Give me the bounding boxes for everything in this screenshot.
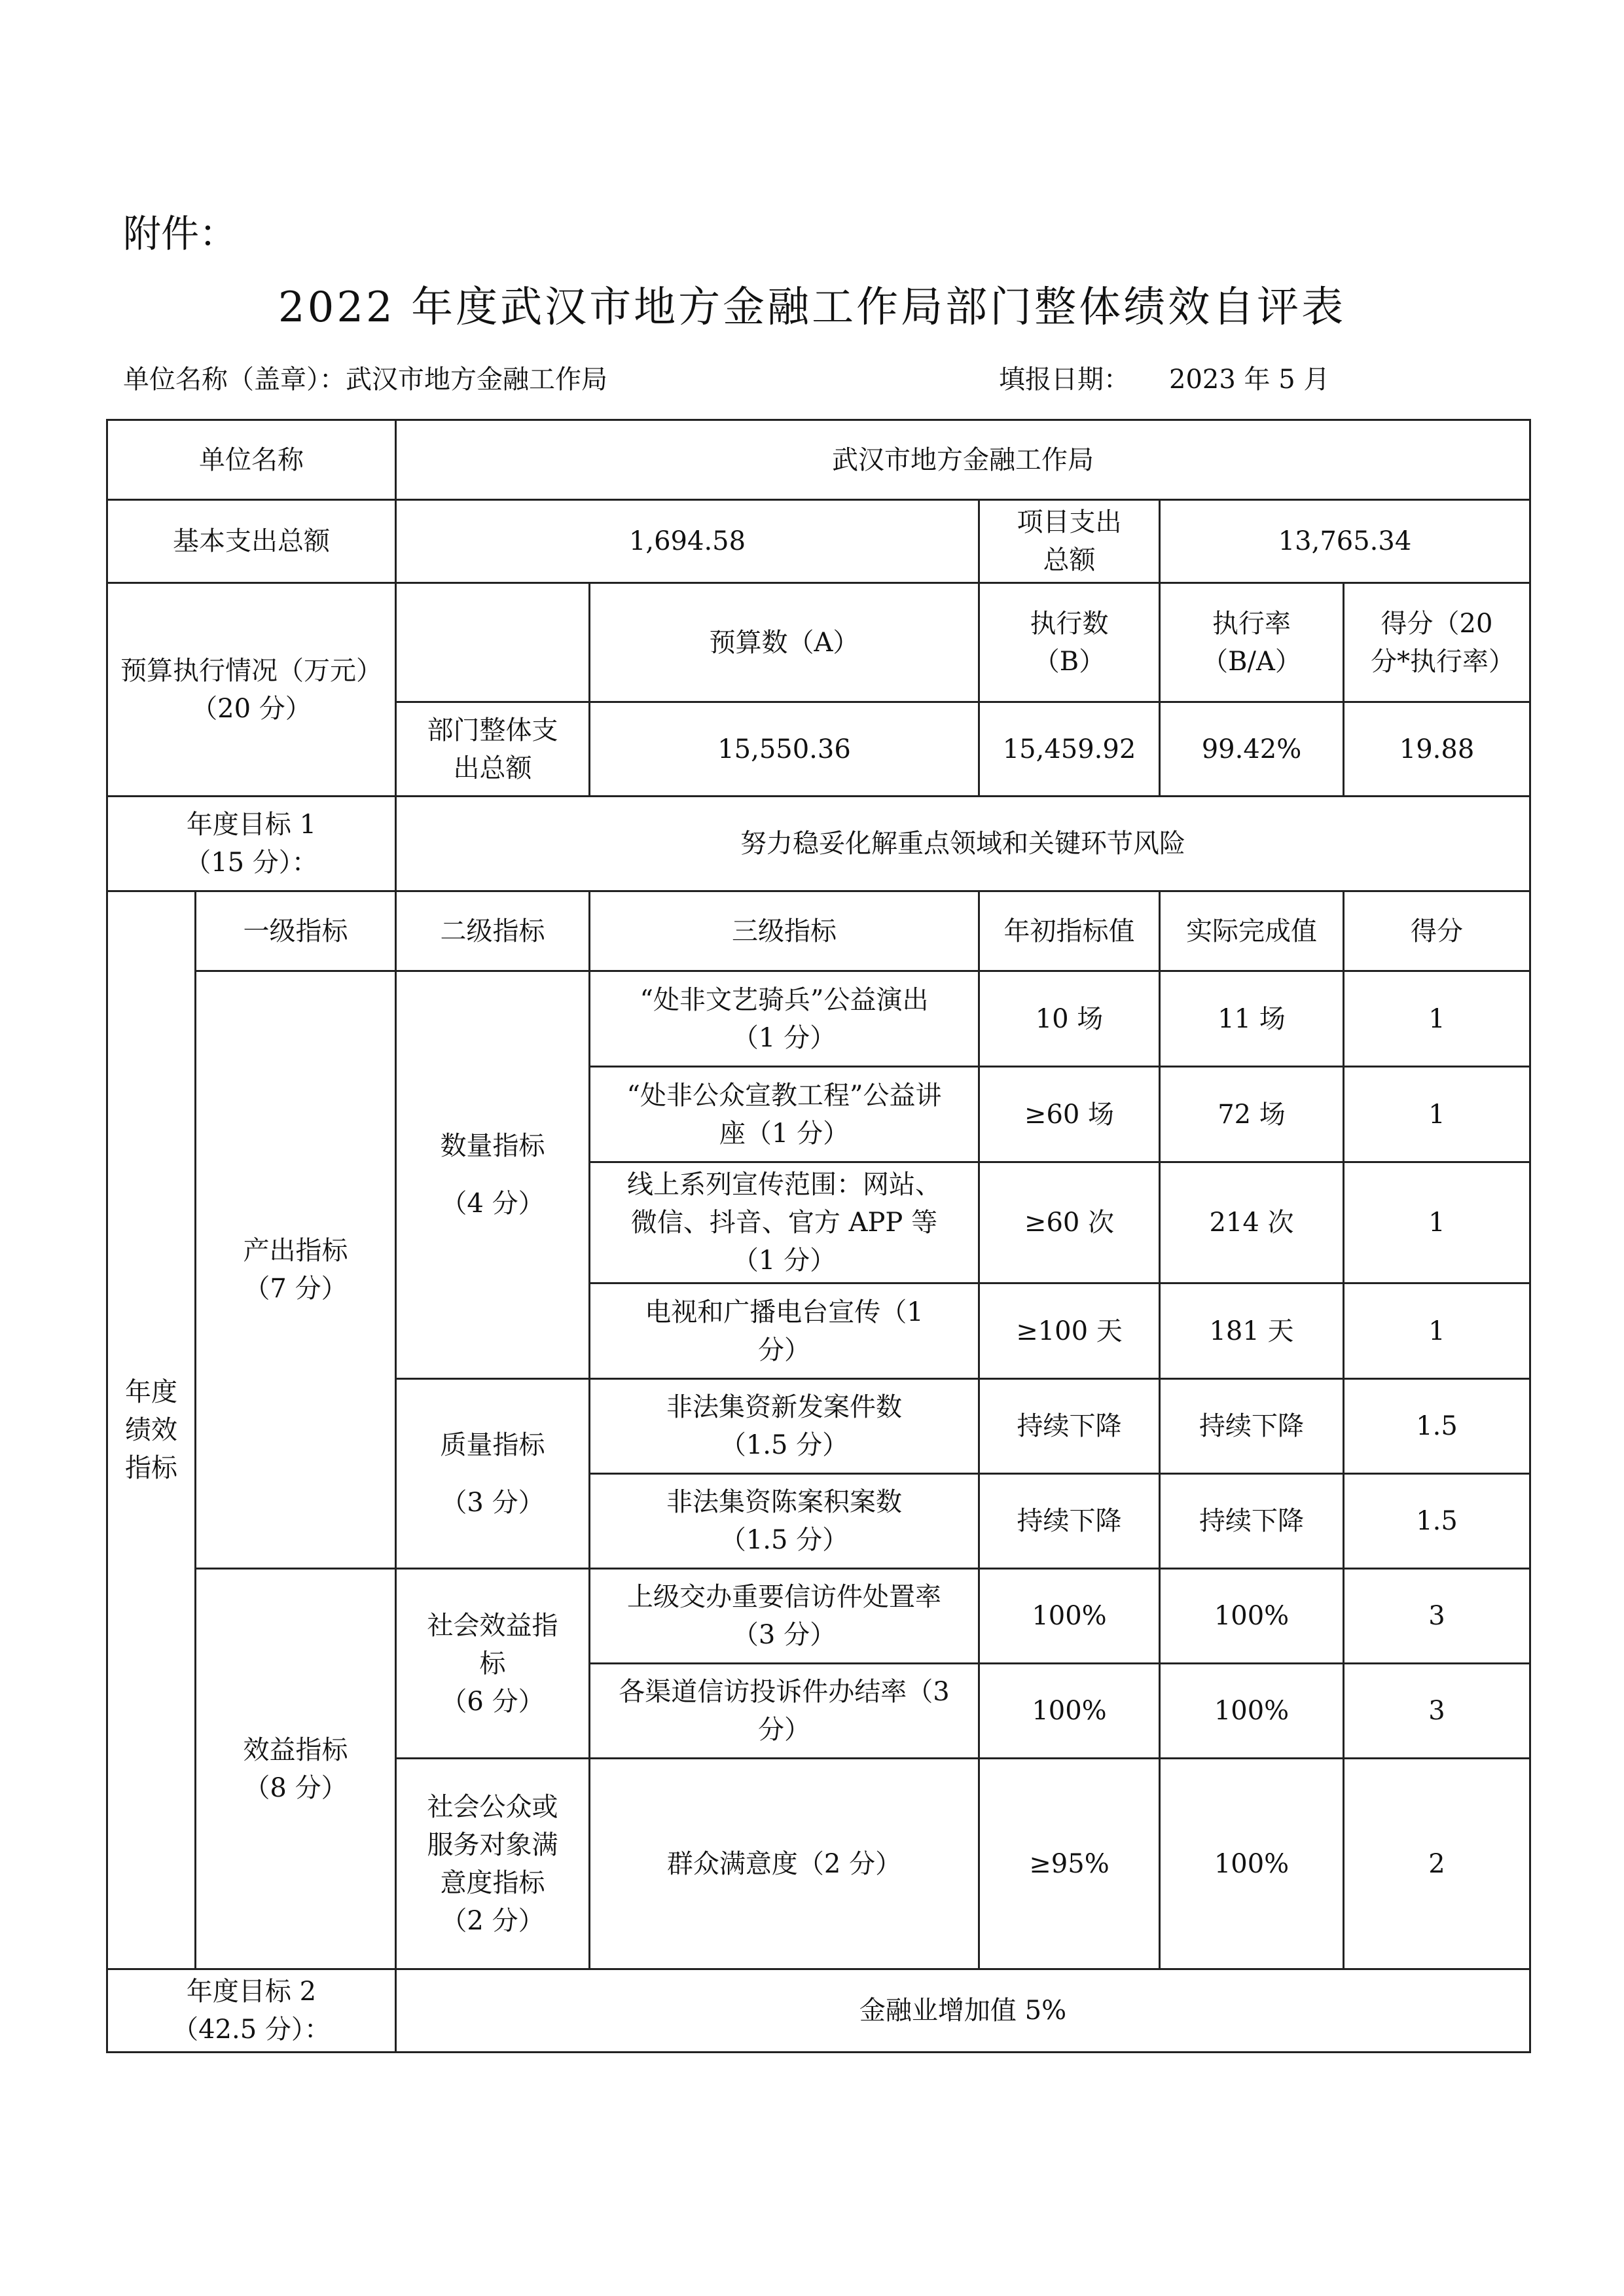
quantity-indicator-title: 数量指标 <box>440 1131 545 1161</box>
quality-indicator-score: （3 分） <box>441 1487 545 1518</box>
satisfaction-indicator-label <box>396 1759 590 1969</box>
performance-table <box>106 419 1531 2053</box>
score-value: 1.5 <box>1344 1379 1530 1474</box>
goal2-label <box>107 1969 396 2053</box>
score-value: 1.5 <box>1344 1474 1530 1569</box>
budget-header-executed: 执行数（B） <box>979 583 1160 702</box>
budget-row-score: 19.88 <box>1344 702 1530 797</box>
target-value: 100% <box>979 1664 1160 1759</box>
social-benefit-label <box>396 1569 590 1759</box>
target-value: ≥95% <box>979 1759 1160 1969</box>
header-target: 年初指标值 <box>979 891 1160 971</box>
goal2-value: 金融业增加值 5% <box>396 1969 1530 2053</box>
goal2-title: 年度目标 2 <box>186 1977 317 2007</box>
actual-value: 11 场 <box>1160 971 1344 1067</box>
budget-empty-cell <box>396 583 590 702</box>
goal1-row <box>107 797 1530 891</box>
level3-name: 非法集资陈案积案数（1.5 分） <box>590 1474 979 1569</box>
project-expense-value: 13,765.34 <box>1160 500 1530 583</box>
budget-execution-label <box>107 583 396 797</box>
unit-name-line: 单位名称（盖章）：武汉市地方金融工作局 <box>123 365 607 395</box>
actual-value: 持续下降 <box>1160 1379 1344 1474</box>
expense-row <box>107 500 1530 583</box>
level3-name: 非法集资新发案件数（1.5 分） <box>590 1379 979 1474</box>
budget-row-label: 部门整体支出总额 <box>396 702 590 797</box>
target-value: ≥60 次 <box>979 1162 1160 1283</box>
budget-row-rate: 99.42% <box>1160 702 1344 797</box>
header-level3: 三级指标 <box>590 891 979 971</box>
target-value: 10 场 <box>979 971 1160 1067</box>
goal2-row <box>107 1969 1530 2053</box>
level3-name: 群众满意度（2 分） <box>590 1759 979 1969</box>
output-indicator-score: （7 分） <box>244 1274 348 1304</box>
goal2-score: （42.5 分）： <box>172 2015 331 2045</box>
basic-expense-label: 基本支出总额 <box>107 500 396 583</box>
level3-name: “处非文艺骑兵”公益演出（1 分） <box>590 971 979 1067</box>
level3-name: 电视和广播电台宣传（1 分） <box>590 1283 979 1379</box>
indicator-header-row <box>107 891 1530 971</box>
output-indicator-label <box>196 971 396 1569</box>
fill-date-label: 填报日期： <box>999 365 1130 395</box>
project-expense-label: 项目支出总额 <box>979 500 1160 583</box>
target-value: 持续下降 <box>979 1474 1160 1569</box>
fill-date-line <box>999 359 1329 396</box>
budget-execution-title: 预算执行情况（万元） <box>120 655 382 686</box>
indicator-row <box>107 1569 1530 1664</box>
actual-value: 100% <box>1160 1569 1344 1664</box>
unit-name-row <box>107 420 1530 500</box>
score-value: 3 <box>1344 1569 1530 1664</box>
target-value: ≥60 场 <box>979 1067 1160 1162</box>
unit-name-value: 武汉市地方金融工作局 <box>396 420 1530 500</box>
score-value: 2 <box>1344 1759 1530 1969</box>
budget-row-executed: 15,459.92 <box>979 702 1160 797</box>
target-value: 100% <box>979 1569 1160 1664</box>
benefit-indicator-title: 效益指标 <box>243 1734 348 1765</box>
actual-value: 181 天 <box>1160 1283 1344 1379</box>
actual-value: 持续下降 <box>1160 1474 1344 1569</box>
budget-row-budget: 15,550.36 <box>590 702 979 797</box>
indicator-row <box>107 971 1530 1067</box>
quantity-indicator-score: （4 分） <box>441 1189 545 1219</box>
budget-execution-score: （20 分） <box>191 693 312 724</box>
social-benefit-title: 社会效益指标 <box>427 1610 558 1679</box>
goal1-label <box>107 797 396 891</box>
level3-name: 各渠道信访投诉件办结率（3 分） <box>590 1664 979 1759</box>
score-value: 1 <box>1344 1162 1530 1283</box>
benefit-indicator-score: （8 分） <box>244 1772 348 1803</box>
quantity-indicator-label <box>396 971 590 1379</box>
satisfaction-indicator-title: 社会公众或服务对象满意度指标 <box>427 1791 558 1898</box>
attachment-label: 附件： <box>123 211 238 256</box>
basic-expense-value: 1,694.58 <box>396 500 979 583</box>
header-level2: 二级指标 <box>396 891 590 971</box>
header-score: 得分 <box>1344 891 1530 971</box>
level3-name: 线上系列宣传范围：网站、微信、抖音、官方 APP 等（1 分） <box>590 1162 979 1283</box>
actual-value: 100% <box>1160 1759 1344 1969</box>
score-value: 1 <box>1344 1067 1530 1162</box>
quality-indicator-label <box>396 1379 590 1569</box>
page-title: 2022 年度武汉市地方金融工作局部门整体绩效自评表 <box>278 283 1346 332</box>
goal1-title: 年度目标 1 <box>186 810 317 840</box>
actual-value: 100% <box>1160 1664 1344 1759</box>
actual-value: 72 场 <box>1160 1067 1344 1162</box>
level3-name: 上级交办重要信访件处置率（3 分） <box>590 1569 979 1664</box>
annual-indicators-label: 年度绩效指标 <box>107 891 196 1969</box>
target-value: 持续下降 <box>979 1379 1160 1474</box>
actual-value: 214 次 <box>1160 1162 1344 1283</box>
budget-header-row <box>107 583 1530 702</box>
score-value: 1 <box>1344 971 1530 1067</box>
score-value: 1 <box>1344 1283 1530 1379</box>
goal1-value: 努力稳妥化解重点领域和关键环节风险 <box>396 797 1530 891</box>
output-indicator-title: 产出指标 <box>243 1236 348 1266</box>
quality-indicator-title: 质量指标 <box>440 1429 545 1460</box>
header-actual: 实际完成值 <box>1160 891 1344 971</box>
unit-name-label: 单位名称 <box>107 420 396 500</box>
social-benefit-score: （6 分） <box>441 1686 545 1717</box>
fill-date-value: 2023 年 5 月 <box>1169 365 1330 395</box>
goal1-score: （15 分）： <box>185 848 318 878</box>
benefit-indicator-label <box>196 1569 396 1969</box>
budget-header-budget: 预算数（A） <box>590 583 979 702</box>
score-value: 3 <box>1344 1664 1530 1759</box>
target-value: ≥100 天 <box>979 1283 1160 1379</box>
budget-header-score: 得分（20 分*执行率） <box>1344 583 1530 702</box>
budget-header-rate: 执行率（B/A） <box>1160 583 1344 702</box>
level3-name: “处非公众宣教工程”公益讲座（1 分） <box>590 1067 979 1162</box>
header-level1: 一级指标 <box>196 891 396 971</box>
satisfaction-indicator-score: （2 分） <box>441 1905 545 1936</box>
